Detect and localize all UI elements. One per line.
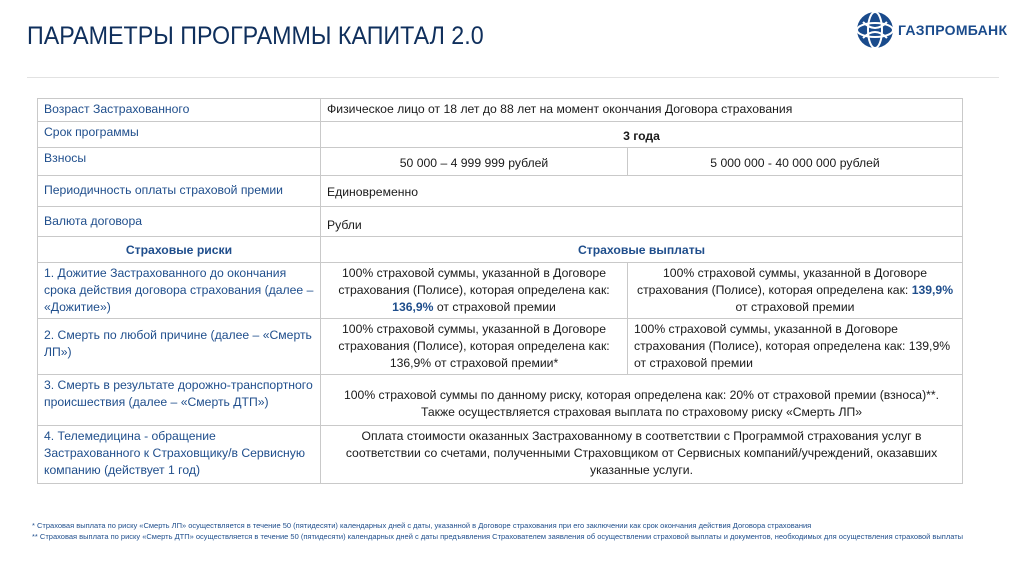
table-row-headers	[38, 237, 963, 263]
table-row-death-any	[38, 319, 963, 375]
survival-payout-a-percent: 136,9%	[392, 300, 434, 314]
gazprombank-logo	[855, 10, 1021, 50]
table-row-periodicity	[38, 176, 963, 207]
survival-payout-b-tail: от страховой премии	[735, 300, 855, 314]
table-row-term	[38, 122, 963, 148]
term-label: Срок программы	[38, 122, 321, 148]
footnote-2: ** Страховая выплата по риску «Смерть ДТП» осуществляется в течение 50 (пятидесяти) календарных дней с даты предъявления Страхователем заявления об осуществлении страховой выплаты и документов, необходимых для осуществления страховой выплаты	[32, 532, 964, 541]
payouts-header: Страховые выплаты	[321, 237, 963, 263]
table-row-survival	[38, 263, 963, 319]
death-accident-label: 3. Смерть в результате дорожно-транспортного происшествия (далее – «Смерть ДТП»)	[38, 375, 321, 426]
periodicity-value: Единовременно	[321, 176, 963, 207]
contributions-value-a: 50 000 – 4 999 999 рублей	[321, 148, 628, 176]
table-row-age	[38, 99, 963, 122]
table-row-telemedicine	[38, 426, 963, 484]
currency-label: Валюта договора	[38, 207, 321, 237]
page-title: ПАРАМЕТРЫ ПРОГРАММЫ КАПИТАЛ 2.0	[27, 22, 484, 50]
table-row-currency	[38, 207, 963, 237]
gazprombank-logo-icon	[855, 10, 895, 50]
table-row-contributions	[38, 148, 963, 176]
death-any-payout-b: 100% страховой суммы, указанной в Договоре страхования (Полисе), которая определена как: 139,9% от страховой премии	[628, 319, 963, 375]
survival-payout-a-tail: от страховой премии	[436, 300, 556, 314]
age-value: Физическое лицо от 18 лет до 88 лет на момент окончания Договора страхования	[321, 99, 963, 122]
survival-label: 1. Дожитие Застрахованного до окончания срока действия договора страхования (далее – «Дожитие»)	[38, 263, 321, 319]
table-row-death-accident	[38, 375, 963, 426]
term-value: 3 года	[321, 122, 963, 148]
footnote-1: * Страховая выплата по риску «Смерть ЛП» осуществляется в течение 50 (пятидесяти) календарных дней с даты, указанной в Договоре страхования при его заключении как срок окончания действия Договора страхования	[32, 521, 812, 530]
contributions-label: Взносы	[38, 148, 321, 176]
logo-text: ГАЗПРОМБАНК	[898, 22, 1008, 38]
currency-value: Рубли	[321, 207, 963, 237]
survival-payout-a-text: 100% страховой суммы, указанной в Договоре страхования (Полисе), которая определена как:	[338, 266, 610, 297]
survival-payout-b	[628, 263, 963, 319]
telemedicine-label: 4. Телемедицина - обращение Застрахованного к Страховщику/в Сервисную компанию (действует 1 год)	[38, 426, 321, 484]
death-any-payout-a: 100% страховой суммы, указанной в Договоре страхования (Полисе), которая определена как: 136,9% от страховой премии*	[321, 319, 628, 375]
footnotes	[32, 520, 992, 542]
survival-payout-b-text: 100% страховой суммы, указанной в Договоре страхования (Полисе), которая определена как:	[636, 266, 927, 297]
death-accident-payout: 100% страховой суммы по данному риску, которая определена как: 20% от страховой премии (взноса)**. Также осуществляется страховая выплата по страховому риску «Смерть ЛП»	[321, 375, 963, 426]
risks-header: Страховые риски	[38, 237, 321, 263]
survival-payout-a	[321, 263, 628, 319]
death-any-label: 2. Смерть по любой причине (далее – «Смерть ЛП»)	[38, 319, 321, 375]
periodicity-label: Периодичность оплаты страховой премии	[38, 176, 321, 207]
parameters-table	[37, 98, 963, 484]
contributions-value-b: 5 000 000 - 40 000 000 рублей	[628, 148, 963, 176]
telemedicine-payout: Оплата стоимости оказанных Застрахованному в соответствии с Программой страхования услуг в соответствии со счетами, полученными Страховщиком от Сервисных компаний/учреждений, оказавших указанные услуги.	[321, 426, 963, 484]
survival-payout-b-percent: 139,9%	[911, 283, 954, 297]
age-label: Возраст Застрахованного	[38, 99, 321, 122]
header-divider	[27, 77, 999, 78]
